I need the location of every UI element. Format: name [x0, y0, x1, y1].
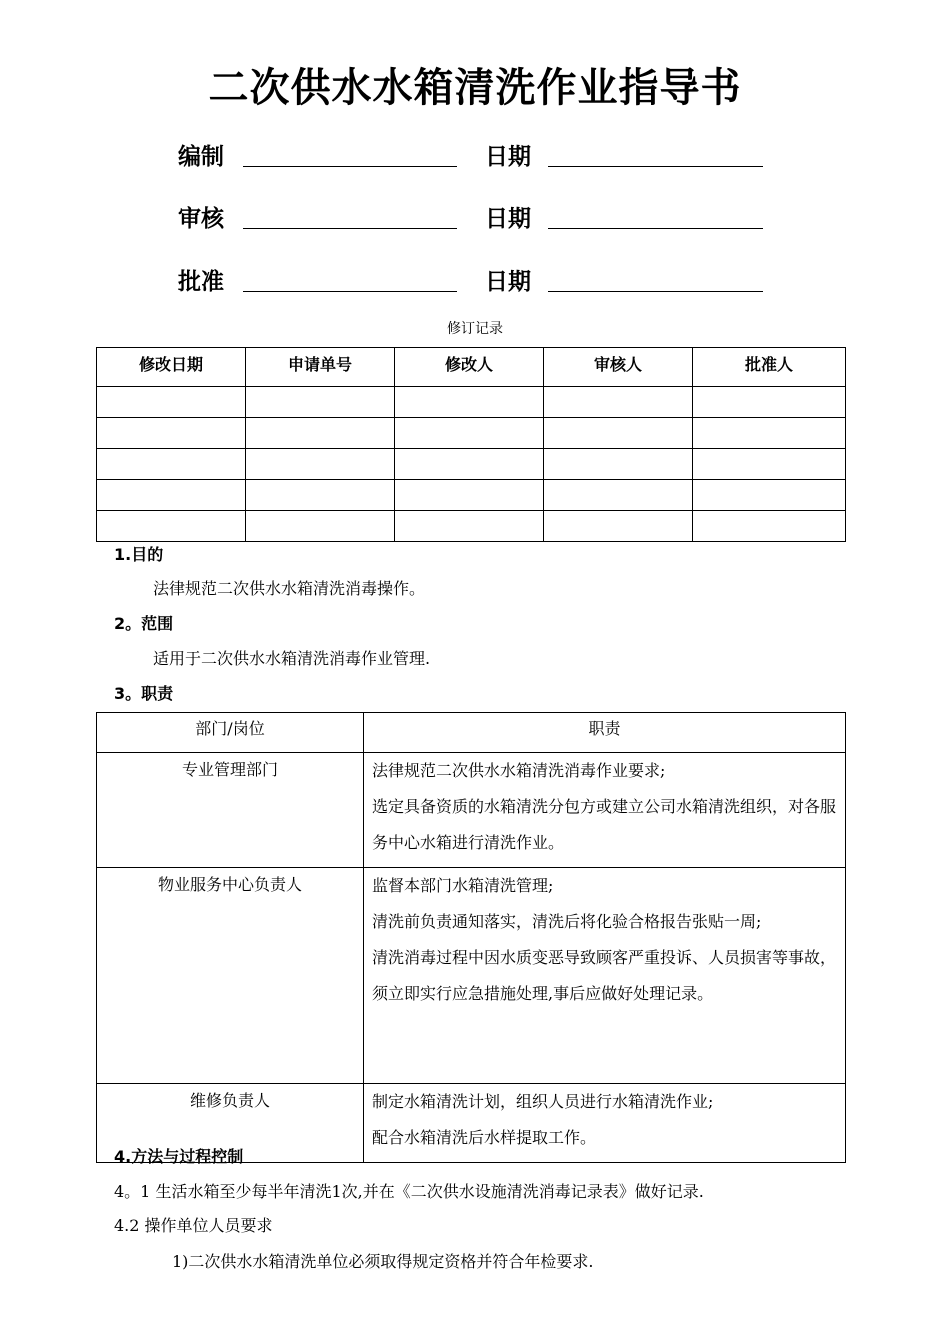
table-cell[interactable]	[246, 480, 395, 511]
resp-line: 法律规范二次供水水箱清洗消毒作业要求;	[372, 761, 666, 780]
revision-header-cell: 审核人	[544, 348, 693, 387]
signature-row-prepare	[0, 134, 950, 174]
date-label: 日期	[485, 144, 531, 170]
table-row	[97, 511, 846, 542]
method-item: 1)二次供水水箱清洗单位必须取得规定资格并符合年检要求.	[172, 1252, 594, 1271]
table-row	[97, 387, 846, 418]
table-cell[interactable]	[395, 418, 544, 449]
table-row	[97, 480, 846, 511]
prepared-by-line[interactable]	[243, 166, 457, 167]
resp-cell	[364, 868, 846, 1084]
section-heading-scope: 2。范围	[114, 614, 174, 633]
table-cell[interactable]	[544, 511, 693, 542]
revision-caption: 修订记录	[447, 321, 503, 337]
revision-header-cell: 批准人	[693, 348, 846, 387]
table-row	[97, 868, 846, 1084]
dept-cell: 专业管理部门	[97, 753, 364, 868]
table-cell[interactable]	[395, 387, 544, 418]
table-cell[interactable]	[544, 418, 693, 449]
scope-text: 适用于二次供水水箱清洗消毒作业管理.	[153, 649, 431, 668]
resp-line: 配合水箱清洗后水样提取工作。	[372, 1128, 597, 1147]
table-cell[interactable]	[97, 418, 246, 449]
table-cell[interactable]	[246, 449, 395, 480]
approved-by-label: 批准	[178, 269, 224, 295]
section-heading-purpose: 1.目的	[114, 545, 164, 564]
duty-header-row	[97, 713, 846, 753]
resp-line: 监督本部门水箱清洗管理;	[372, 876, 554, 895]
resp-line: 制定水箱清洗计划，组织人员进行水箱清洗作业;	[372, 1092, 714, 1111]
section-heading-method: 4.方法与过程控制	[114, 1147, 244, 1166]
table-cell[interactable]	[693, 418, 846, 449]
resp-cell	[364, 753, 846, 868]
revision-header-cell: 申请单号	[246, 348, 395, 387]
table-row	[97, 418, 846, 449]
section-heading-duty: 3。职责	[114, 684, 174, 703]
date-line[interactable]	[548, 166, 763, 167]
date-label: 日期	[485, 206, 531, 232]
table-cell[interactable]	[544, 449, 693, 480]
dept-cell: 物业服务中心负责人	[97, 868, 364, 1084]
reviewed-by-line[interactable]	[243, 228, 457, 229]
table-cell[interactable]	[544, 480, 693, 511]
table-cell[interactable]	[395, 511, 544, 542]
table-cell[interactable]	[246, 418, 395, 449]
dept-cell: 维修负责人	[97, 1084, 364, 1163]
prepared-by-label: 编制	[178, 144, 224, 170]
table-cell[interactable]	[544, 387, 693, 418]
revision-table	[96, 347, 846, 542]
duty-table	[96, 712, 846, 1163]
table-cell[interactable]	[395, 480, 544, 511]
resp-line: 清洗消毒过程中因水质变恶导致顾客严重投诉、人员损害等事故，须立即实行应急措施处理,事后应做好处理记录。	[372, 948, 837, 1003]
method-item: 4。1 生活水箱至少每半年清洗1次,并在《二次供水设施清洗消毒记录表》做好记录.	[114, 1182, 704, 1201]
duty-header-resp: 职责	[364, 713, 846, 753]
date-line[interactable]	[548, 228, 763, 229]
signature-row-review	[0, 196, 950, 236]
date-label: 日期	[485, 269, 531, 295]
table-cell[interactable]	[395, 449, 544, 480]
document-title: 二次供水水箱清洗作业指导书	[208, 65, 742, 111]
revision-header-cell: 修改日期	[97, 348, 246, 387]
table-row	[97, 449, 846, 480]
revision-header-row	[97, 348, 846, 387]
table-cell[interactable]	[246, 511, 395, 542]
table-cell[interactable]	[693, 449, 846, 480]
table-cell[interactable]	[246, 387, 395, 418]
table-cell[interactable]	[693, 480, 846, 511]
purpose-text: 法律规范二次供水水箱清洗消毒操作。	[153, 579, 426, 598]
method-item: 4.2 操作单位人员要求	[114, 1216, 273, 1235]
duty-header-dept: 部门/岗位	[97, 713, 364, 753]
resp-line: 清洗前负责通知落实，清洗后将化验合格报告张贴一周;	[372, 912, 762, 931]
table-row	[97, 753, 846, 868]
reviewed-by-label: 审核	[178, 206, 224, 232]
resp-line: 选定具备资质的水箱清洗分包方或建立公司水箱清洗组织，对各服务中心水箱进行清洗作业。	[372, 797, 837, 852]
table-cell[interactable]	[97, 449, 246, 480]
table-cell[interactable]	[693, 511, 846, 542]
table-cell[interactable]	[97, 511, 246, 542]
signature-row-approve	[0, 259, 950, 299]
table-cell[interactable]	[693, 387, 846, 418]
date-line[interactable]	[548, 291, 763, 292]
resp-cell	[364, 1084, 846, 1163]
approved-by-line[interactable]	[243, 291, 457, 292]
table-cell[interactable]	[97, 480, 246, 511]
revision-header-cell: 修改人	[395, 348, 544, 387]
table-cell[interactable]	[97, 387, 246, 418]
